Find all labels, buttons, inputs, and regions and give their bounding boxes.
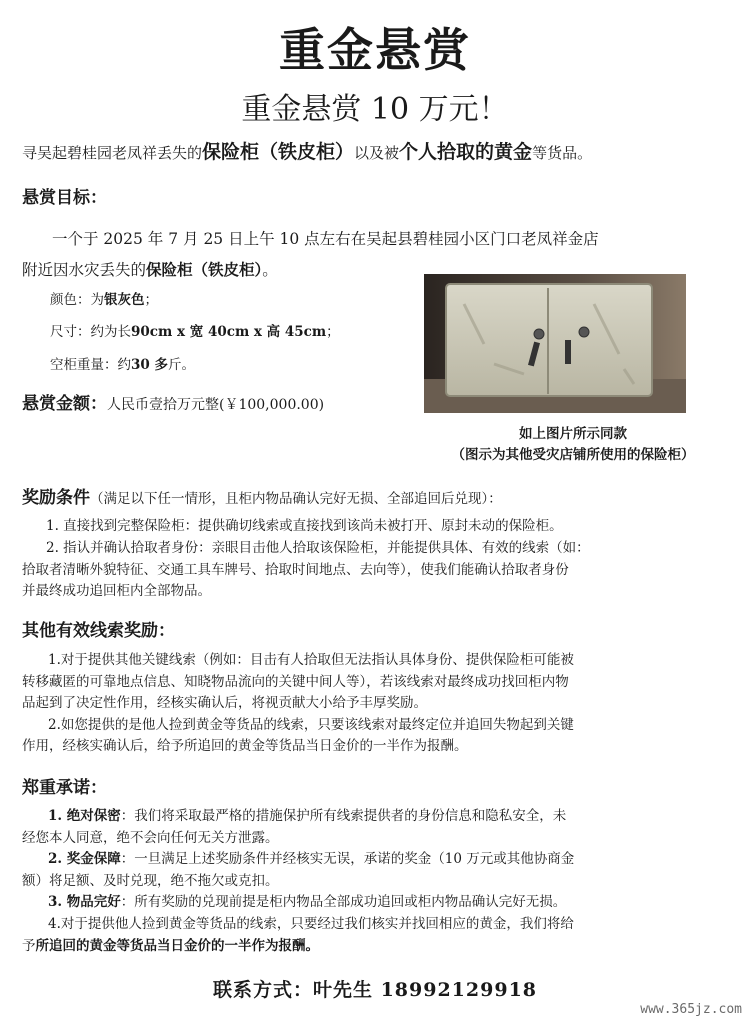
amount-line [22, 389, 324, 416]
color-label: 颜色：为 [50, 292, 104, 308]
weight-value: 30 多 [131, 357, 168, 373]
intro-bold-safe: 保险柜（铁皮柜） [202, 141, 355, 163]
intro-bold-gold: 个人拾取的黄金 [399, 141, 533, 163]
target-line-2c: 。 [262, 261, 278, 279]
promise-item-2-line-1 [22, 849, 734, 871]
reward-item-2 [22, 538, 734, 603]
weight-line [50, 355, 195, 377]
safe-illustration [424, 274, 686, 413]
page-subtitle: 重金悬赏 10 万元！ [241, 92, 509, 127]
promise-item-1-bold: 1. 绝对保密 [48, 808, 121, 824]
other-heading: 其他有效线索奖励： [22, 621, 175, 641]
other-item-1-line-2: 转移藏匿的可靠地点信息、知晓物品流向的关键中间人等），若该线索对最终成功找回柜内物 [22, 673, 569, 690]
other-item-1-line-3: 品起到了决定性作用，经核实确认后，将视贡献大小给予丰厚奖励。 [22, 695, 427, 712]
target-line-1: 一个于 2025 年 7 月 25 日上午 10 点左右在吴起县碧桂园小区门口老凤祥金店 [52, 230, 599, 248]
promise-items [22, 806, 734, 957]
promise-item-4-line-2 [22, 936, 734, 958]
promise-item-2-text: ：一旦满足上述奖励条件并经核实无误，承诺的奖金（10 万元或其他协商金 [120, 851, 575, 868]
other-item-2-line-2: 作用，经核实确认后，给予所追回的黄金等货品当日金价的一半作为报酬。 [22, 738, 468, 755]
promise-item-2-bold: 2. 奖金保障 [48, 851, 121, 868]
other-item-2-line-1: 2.如您提供的是他人捡到黄金等货品的线索，只要该线索对最终定位并追回失物起到关键 [48, 716, 574, 733]
promise-heading: 郑重承诺： [22, 778, 107, 798]
weight-label: 空柜重量：约 [50, 357, 131, 373]
amount-value: 人民币壹拾万元整(￥100,000.00) [107, 397, 325, 413]
contact-info: 联系方式：叶先生 18992129918 [212, 979, 538, 1001]
intro-line [22, 137, 592, 164]
reward-item-2-line-3: 并最终成功追回柜内全部物品。 [22, 583, 211, 600]
promise-item-1-line-2: 经您本人同意，绝不会向任何无关方泄露。 [22, 829, 279, 846]
reward-item-1: 1. 直接找到完整保险柜：提供确切线索或直接找到该尚未被打开、原封未动的保险柜。 [46, 518, 563, 534]
target-line-2-bold: 保险柜（铁皮柜） [146, 260, 263, 279]
weight-end: 斤。 [168, 357, 195, 373]
amount-label: 悬赏金额： [22, 394, 107, 414]
page-title: 重金悬赏 [279, 23, 471, 77]
watermark: www.365jz.com [640, 1002, 742, 1017]
promise-item-3-line-1 [22, 892, 734, 914]
intro-text-3: 等货品。 [532, 144, 593, 162]
reward-heading: 奖励条件 [22, 488, 90, 508]
target-heading: 悬赏目标： [22, 188, 107, 208]
target-line-2 [22, 258, 278, 282]
color-end: ； [144, 292, 158, 308]
promise-item-1-line-1 [22, 806, 734, 828]
promise-item-1-text: ：我们将采取最严格的措施保护所有线索提供者的身份信息和隐私安全，未 [120, 808, 567, 824]
photo-caption [412, 424, 734, 466]
reward-note: （满足以下任一情形，且柜内物品确认完好无损、全部追回后兑现）： [90, 491, 502, 507]
promise-item-3-bold: 3. 物品完好 [48, 894, 121, 911]
promise-item-3-text: ：所有奖励的兑现前提是柜内物品全部成功追回或柜内物品确认完好无损。 [120, 894, 567, 911]
promise-item-2-line-2: 额）将足额、及时兑现，绝不拖欠或克扣。 [22, 872, 279, 889]
other-items [22, 650, 734, 758]
promise-item-4-bold: 所追回的黄金等货品当日金价的一半作为报酬。 [35, 937, 319, 954]
promise-item-4-text: 予 [22, 937, 36, 954]
reward-item-2-line-1: 2. 指认并确认拾取者身份：亲眼目击他人拾取该保险柜，并能提供具体、有效的线索（如： [46, 540, 590, 556]
reward-item-2-line-2: 拾取者清晰外貌特征、交通工具车牌号、拾取时间地点、去向等），使我们能确认拾取者身份 [22, 561, 569, 578]
color-line [50, 290, 158, 312]
safe-photo [424, 274, 686, 413]
other-item-1-line-1: 1.对于提供其他关键线索（例如：目击有人拾取但无法指认具体身份、提供保险柜可能被 [48, 652, 574, 668]
color-value: 银灰色 [104, 292, 145, 308]
size-value: 90cm x 宽 40cm x 高 45cm [131, 324, 327, 340]
size-label: 尺寸：约为长 [50, 324, 131, 340]
caption-line-2: （图示为其他受灾店铺所使用的保险柜） [451, 446, 695, 463]
intro-text-1: 寻吴起碧桂园老凤祥丢失的 [22, 144, 203, 162]
promise-item-4-line-1: 4.对于提供他人捡到黄金等货品的线索，只要经过我们核实并找回相应的黄金，我们将给 [48, 915, 574, 932]
size-end: ； [326, 324, 340, 340]
reward-heading-line [22, 483, 502, 511]
size-line [50, 322, 340, 344]
caption-line-1: 如上图片所示同款 [519, 426, 627, 442]
target-line-2a: 附近因水灾丢失的 [22, 261, 147, 279]
intro-text-2: 以及被 [354, 144, 400, 162]
